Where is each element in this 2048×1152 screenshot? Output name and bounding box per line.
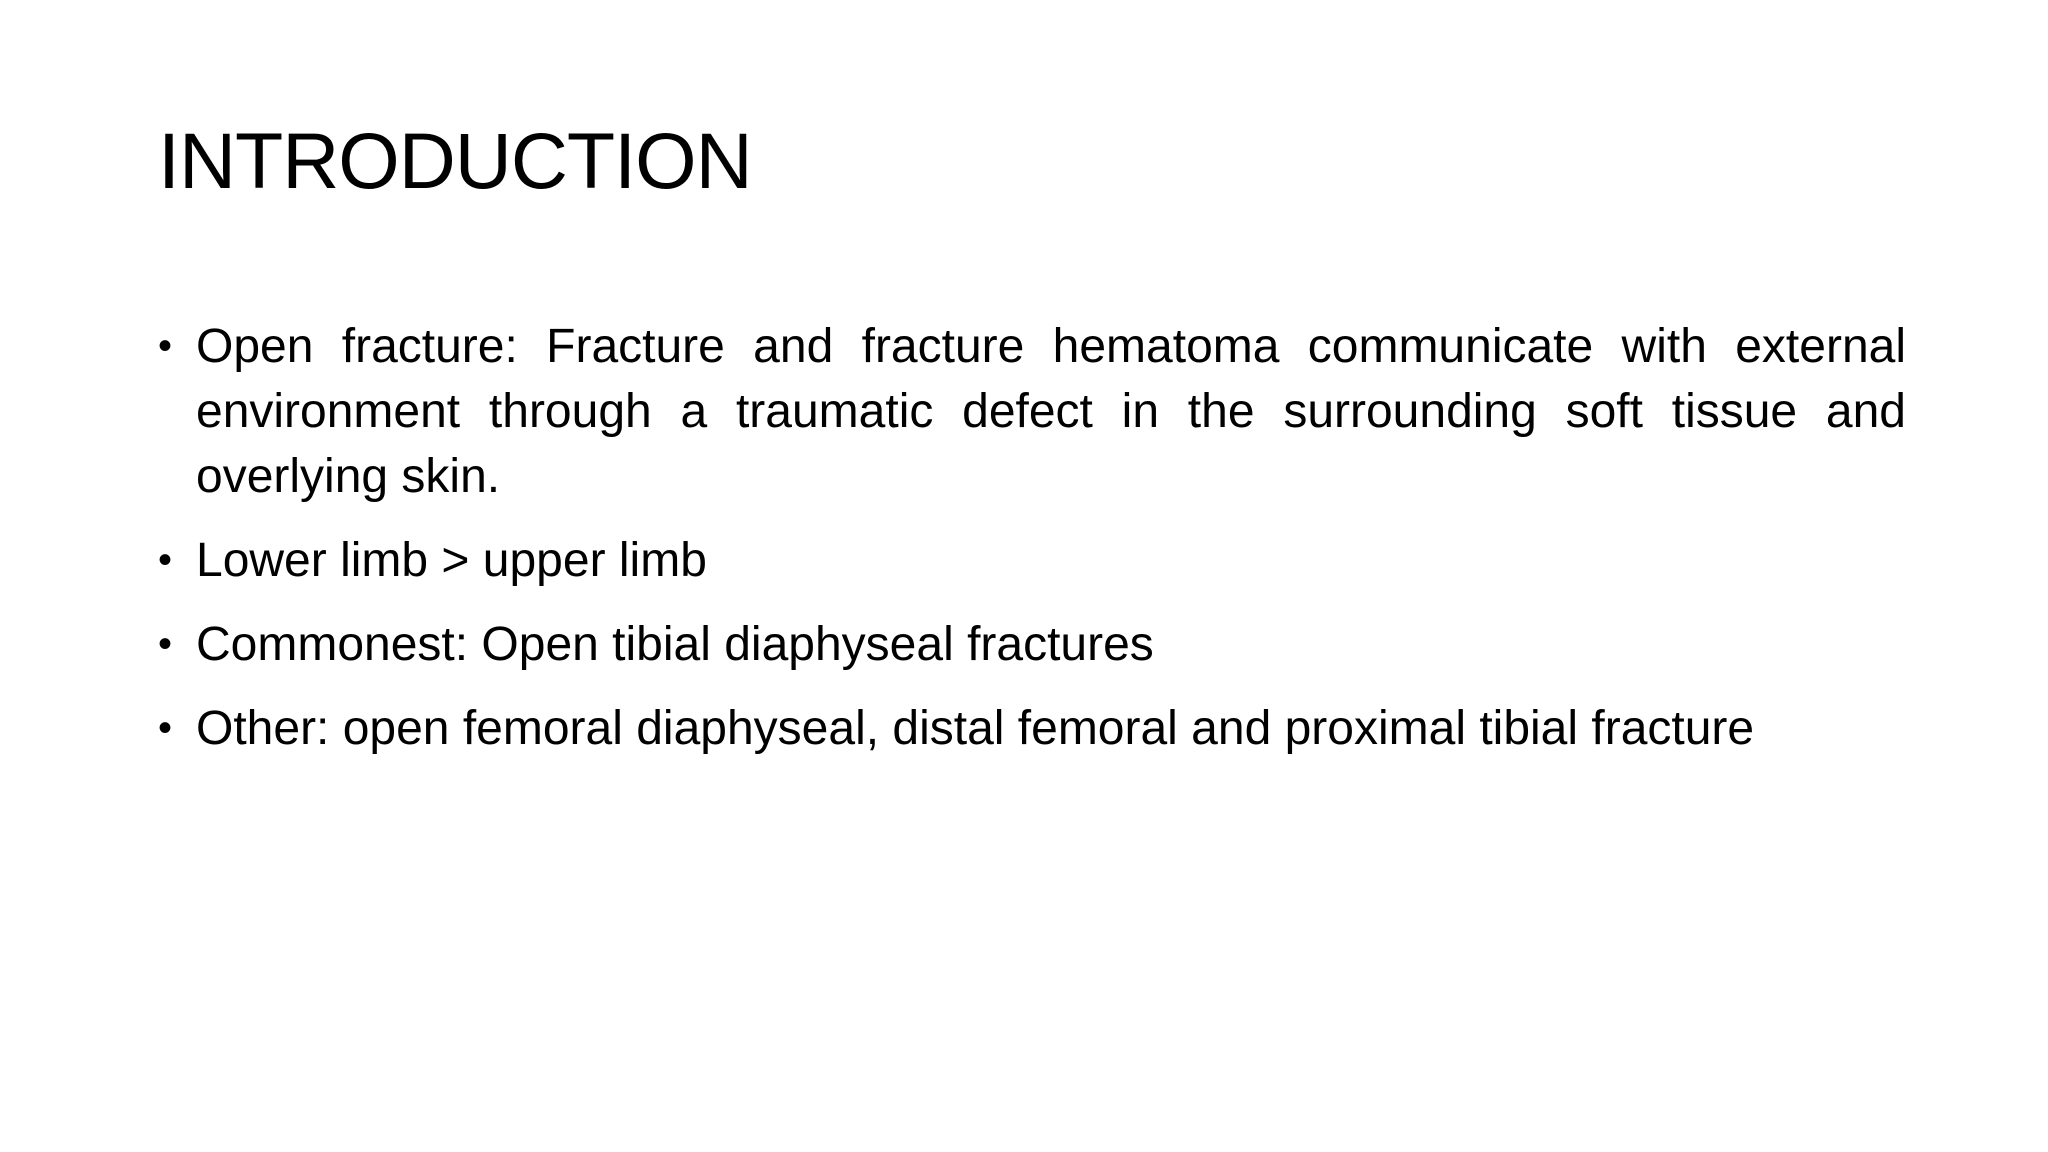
bullet-list: [158, 314, 1906, 780]
bullet-text: Open fracture: Fracture and fracture hematoma communicate with external environment through a traumatic defect in the surrounding soft tissue and overlying skin.: [196, 320, 1906, 503]
bullet-item-other: [158, 696, 1906, 761]
bullet-text: Commonest: Open tibial diaphyseal fractures: [196, 618, 1154, 671]
slide-title: INTRODUCTION: [158, 116, 752, 205]
bullet-dot-icon: •: [158, 706, 173, 750]
bullet-dot-icon: •: [158, 538, 173, 582]
bullet-item-open-fracture: [158, 314, 1906, 509]
bullet-text: Lower limb > upper limb: [196, 534, 707, 587]
bullet-item-lower-limb: [158, 528, 1906, 593]
bullet-item-commonest: [158, 612, 1906, 677]
bullet-text: Other: open femoral diaphyseal, distal femoral and proximal tibial fracture: [196, 702, 1755, 755]
bullet-dot-icon: •: [158, 622, 173, 666]
bullet-dot-icon: •: [158, 324, 173, 368]
